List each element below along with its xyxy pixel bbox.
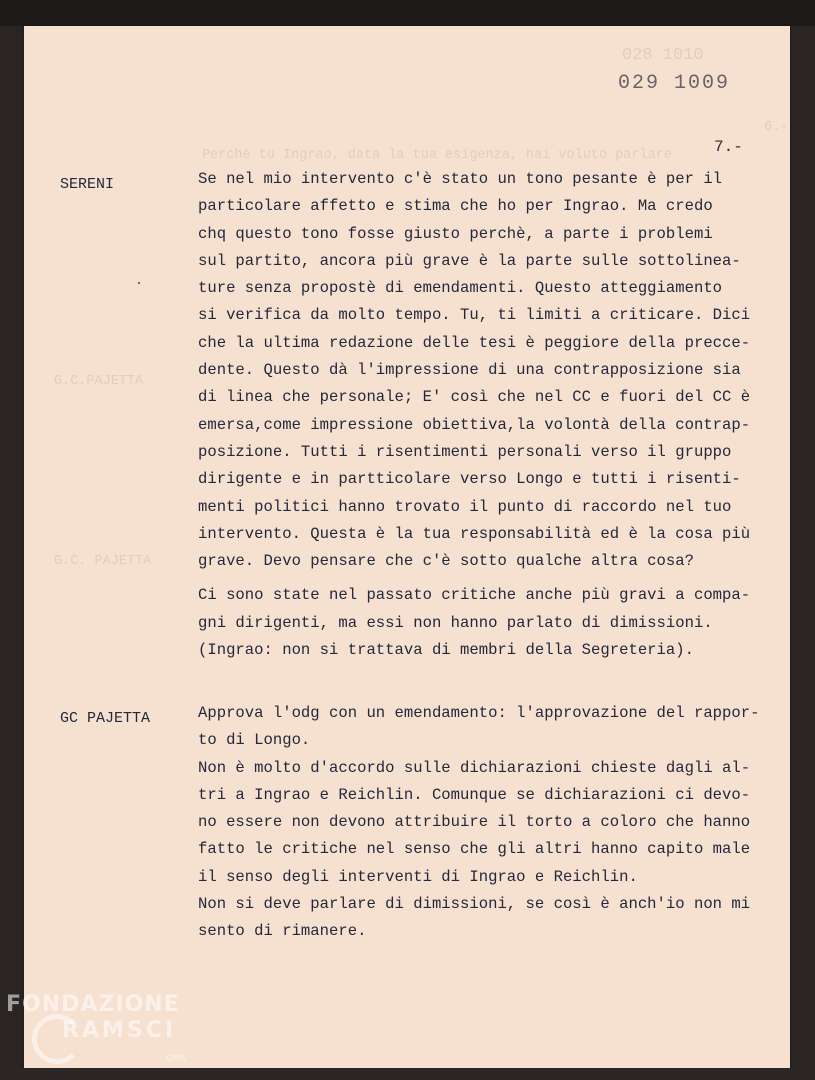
fondazione-gramsci-watermark <box>6 988 206 1070</box>
speaker-label-sereni: SERENI <box>60 176 115 193</box>
text-line: di linea che personale; E' così che nel CC e fuori del CC è <box>198 388 751 407</box>
text-line: il senso degli interventi di Ingrao e Reichlin. <box>198 867 638 886</box>
text-line: Approva l'odg con un emendamento: l'approvazione del rappor- <box>198 704 760 722</box>
text-line: Non si deve parlare di dimissioni, se così è anch'io non mi <box>198 895 751 914</box>
ink-speck <box>138 282 140 284</box>
speaker-label-gc-pajetta: GC PAJETTA <box>60 710 151 727</box>
text-line: si verifica da molto tempo. Tu, ti limiti a criticare. Dici <box>198 306 751 325</box>
text-line: fatto le critiche nel senso che gli altri hanno capito male <box>198 840 751 859</box>
text-line: to di Longo. <box>198 731 311 750</box>
watermark-line1: FONDAZIONE <box>6 992 180 1017</box>
text-line: (Ingrao: non si trattava di membri della Segreteria). <box>198 641 694 660</box>
watermark-line2: RAMSCI <box>62 1018 177 1043</box>
text-line: sento di rimanere. <box>198 922 367 941</box>
text-line: posizione. Tutti i risentimenti personali verso il gruppo <box>198 442 732 461</box>
text-line: gni dirigenti, ma essi non hanno parlato di dimissioni. <box>198 613 713 632</box>
bleed-speaker-2: G.C. PAJETTA <box>54 554 152 569</box>
watermark-sub: GMS <box>166 1054 187 1063</box>
speech-sereni <box>198 166 778 664</box>
text-line: Se nel mio intervento c'è stato un tono pesante è per il <box>198 170 723 188</box>
text-line: sul partito, ancora più grave è la parte sulle sottolinea- <box>198 251 741 270</box>
text-line: Non è molto d'accordo sulle dichiarazioni chieste dagli al- <box>198 758 751 777</box>
text-line: no essere non devono attribuire il torto a coloro che hanno <box>198 813 751 832</box>
scanner-frame-top <box>0 0 815 26</box>
bleed-text: Perchè tu Ingrao, data la tua esigenza, hai voluto parlare <box>202 148 672 163</box>
text-line: menti politici hanno trovato il punto di raccordo nel tuo <box>198 497 732 516</box>
text-line: particolare affetto e stima che ho per Ingrao. Ma credo <box>198 197 713 216</box>
text-line: ture senza propostè di emendamenti. Questo atteggiamento <box>198 279 723 298</box>
text-line: chq questo tono fosse giusto perchè, a parte i problemi <box>198 224 713 243</box>
speech-gc-pajetta <box>198 700 778 946</box>
text-line: dirigente e in partticolare verso Longo e tutti i risenti- <box>198 470 741 489</box>
text-line: dente. Questo dà l'impressione di una contrapposizione sia <box>198 361 741 380</box>
text-line: grave. Devo pensare che c'è sotto qualche altra cosa? <box>198 552 694 571</box>
text-line: che la ultima redazione delle tesi è peggiore della precce- <box>198 333 751 352</box>
text-line: Ci sono state nel passato critiche anche più gravi a compa- <box>198 586 751 605</box>
text-line: tri a Ingrao e Reichlin. Comunque se dichiarazioni ci devo- <box>198 785 751 804</box>
bleed-archive-number: 028 1010 <box>622 46 704 65</box>
page-number: 7.- <box>714 138 743 156</box>
text-line: emersa,come impressione obiettiva,la volontà della contrap- <box>198 415 751 434</box>
archive-number: 029 1009 <box>618 72 731 95</box>
bleed-speaker-1: G.C.PAJETTA <box>54 374 144 389</box>
bleed-page-number: 6.- <box>764 120 789 135</box>
document-page <box>24 26 790 1068</box>
text-line: intervento. Questa è la tua responsabilità ed è la cosa più <box>198 524 751 543</box>
